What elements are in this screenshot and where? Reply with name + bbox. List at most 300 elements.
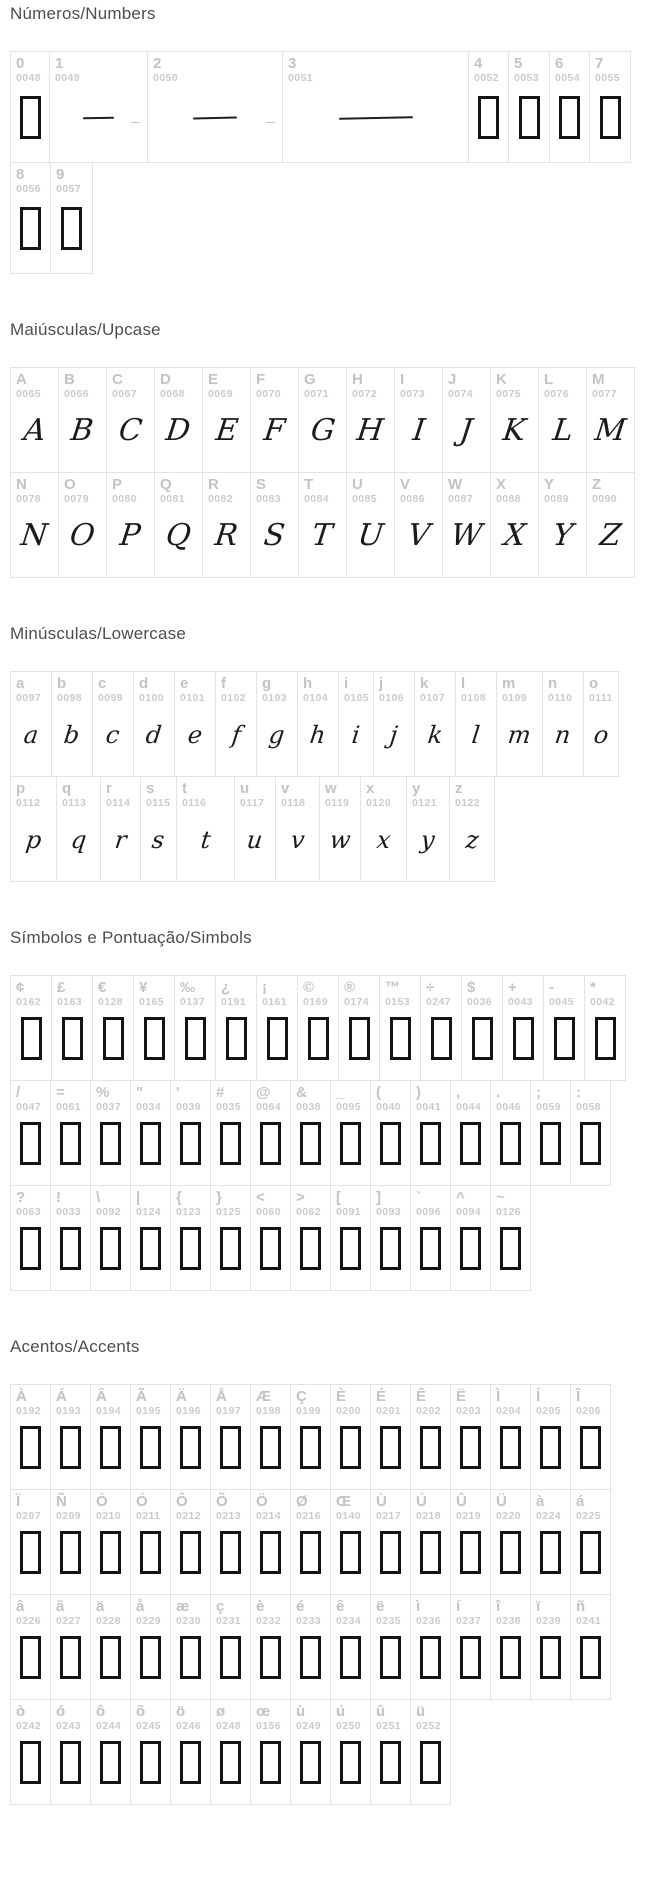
glyph-code: 0049 — [55, 71, 80, 84]
glyph-preview — [216, 1733, 250, 1798]
glyph-char-label: 5 — [514, 55, 523, 72]
glyph-char-label: O — [64, 476, 76, 493]
glyph-char-label: Í — [536, 1388, 541, 1405]
glyph-char-label: É — [376, 1388, 387, 1405]
glyph-preview — [456, 1523, 490, 1588]
glyph-cell — [133, 975, 175, 1081]
missing-glyph-box — [380, 1426, 401, 1469]
glyph-preview — [496, 1418, 530, 1483]
glyph-preview — [296, 1114, 330, 1179]
missing-glyph-box — [554, 1017, 575, 1060]
glyph-preview — [592, 401, 634, 466]
script-glyph: m — [506, 720, 533, 749]
glyph-cell — [202, 367, 251, 473]
glyph-preview — [336, 1114, 370, 1179]
script-glyph: V — [405, 517, 432, 553]
glyph-char-label: b — [57, 675, 67, 692]
glyph-code: 0206 — [576, 1404, 601, 1417]
glyph-preview — [112, 401, 154, 466]
glyph-code: 0249 — [296, 1719, 321, 1732]
glyph-char-label: \ — [96, 1189, 101, 1206]
glyph-preview — [136, 1219, 170, 1284]
glyph-grid — [10, 671, 618, 882]
glyph-code: 0246 — [176, 1719, 201, 1732]
glyph-code: 0174 — [344, 995, 369, 1008]
glyph-preview — [56, 196, 92, 267]
glyph-preview — [96, 1733, 130, 1798]
glyph-preview — [221, 705, 256, 770]
glyph-code: 0197 — [216, 1404, 241, 1417]
glyph-cell — [10, 1594, 51, 1700]
missing-glyph-box — [61, 207, 82, 250]
glyph-cell — [92, 975, 134, 1081]
glyph-sections — [10, 4, 661, 1805]
glyph-char-label: ê — [336, 1598, 345, 1615]
missing-glyph-box — [220, 1122, 241, 1165]
script-glyph: v — [288, 825, 307, 854]
glyph-char-label: æ — [176, 1598, 190, 1615]
glyph-preview — [536, 1114, 570, 1179]
glyph-code: 0126 — [496, 1205, 521, 1218]
script-glyph: g — [267, 720, 287, 749]
glyph-code: 0056 — [16, 182, 41, 195]
glyph-cell — [250, 472, 299, 578]
glyph-cell — [140, 776, 177, 882]
glyph-char-label: Œ — [336, 1493, 351, 1510]
glyph-char-label: i — [344, 675, 349, 692]
glyph-char-label: À — [16, 1388, 27, 1405]
missing-glyph-box — [340, 1531, 361, 1574]
glyph-cell — [10, 1384, 51, 1490]
glyph-preview — [208, 401, 250, 466]
glyph-cell — [490, 1384, 531, 1490]
glyph-cell — [50, 1489, 91, 1595]
glyph-code: 0047 — [16, 1100, 41, 1113]
glyph-char-label: Q — [160, 476, 172, 493]
glyph-cell — [490, 1185, 531, 1291]
glyph-char-label: o — [589, 675, 599, 692]
script-glyph: c — [104, 720, 122, 749]
glyph-char-label: / — [16, 1084, 21, 1101]
glyph-preview — [57, 1009, 92, 1074]
missing-glyph-box — [220, 1636, 241, 1679]
glyph-preview — [146, 810, 176, 875]
glyph-cell — [530, 1080, 571, 1186]
glyph-char-label: m — [502, 675, 516, 692]
glyph-section — [10, 4, 661, 274]
glyph-code: 0041 — [416, 1100, 441, 1113]
glyph-code: 0045 — [549, 995, 574, 1008]
glyph-cell — [250, 1699, 291, 1805]
glyph-char-label: È — [336, 1388, 347, 1405]
glyph-code: 0065 — [16, 387, 41, 400]
glyph-preview — [416, 1628, 450, 1693]
section-title: Símbolos e Pontuação/Simbols — [10, 928, 252, 947]
glyph-preview — [16, 810, 56, 875]
glyph-code: 0194 — [96, 1404, 121, 1417]
missing-glyph-box — [460, 1636, 481, 1679]
glyph-char-label: ì — [416, 1598, 421, 1615]
glyph-char-label: . — [496, 1084, 501, 1101]
glyph-char-label: Û — [456, 1493, 467, 1510]
glyph-code: 0085 — [352, 492, 377, 505]
glyph-preview — [139, 1009, 174, 1074]
missing-glyph-box — [100, 1426, 121, 1469]
glyph-cell — [490, 1080, 531, 1186]
glyph-cell — [176, 776, 235, 882]
glyph-code: 0230 — [176, 1614, 201, 1627]
glyph-char-label: x — [366, 780, 375, 797]
script-glyph: h — [308, 720, 328, 749]
glyph-preview — [208, 506, 250, 571]
glyph-cell — [10, 1080, 51, 1186]
glyph-char-label: Ì — [496, 1388, 501, 1405]
missing-glyph-box — [580, 1426, 601, 1469]
glyph-char-label: X — [496, 476, 507, 493]
glyph-preview — [416, 1219, 450, 1284]
glyph-cell — [56, 776, 101, 882]
glyph-code: 0236 — [416, 1614, 441, 1627]
glyph-cell — [586, 472, 635, 578]
glyph-preview — [56, 1219, 90, 1284]
glyph-cell — [50, 1080, 91, 1186]
glyph-cell — [100, 776, 141, 882]
glyph-code: 0080 — [112, 492, 137, 505]
missing-glyph-box — [140, 1426, 161, 1469]
glyph-cell — [496, 671, 543, 777]
script-glyph: a — [22, 720, 40, 749]
glyph-preview — [508, 1009, 543, 1074]
missing-glyph-box — [180, 1531, 201, 1574]
glyph-char-label: - — [549, 979, 554, 996]
glyph-char-label: ï — [536, 1598, 541, 1615]
script-glyph: P — [118, 517, 143, 553]
glyph-cell — [210, 1699, 251, 1805]
glyph-code: 0088 — [496, 492, 521, 505]
script-glyph: S — [262, 517, 287, 553]
glyph-char-label: ò — [16, 1703, 26, 1720]
section-title: Acentos/Accents — [10, 1337, 140, 1356]
glyph-code: 0200 — [336, 1404, 361, 1417]
glyph-code: 0162 — [16, 995, 41, 1008]
missing-glyph-box — [472, 1017, 493, 1060]
glyph-char-label: Õ — [216, 1493, 228, 1510]
glyph-cell — [50, 162, 93, 274]
glyph-cell — [570, 1080, 611, 1186]
glyph-char-label: < — [256, 1189, 265, 1206]
glyph-char-label: ü — [416, 1703, 426, 1720]
glyph-preview — [112, 506, 154, 571]
glyph-char-label: $ — [467, 979, 476, 996]
glyph-preview — [412, 810, 449, 875]
glyph-code: 0207 — [16, 1509, 41, 1522]
glyph-char-label: £ — [57, 979, 66, 996]
glyph-code: 0213 — [216, 1509, 241, 1522]
glyph-code: 0078 — [16, 492, 41, 505]
glyph-cell — [298, 367, 347, 473]
glyph-cell — [490, 1594, 531, 1700]
glyph-preview — [57, 705, 92, 770]
missing-glyph-box — [420, 1636, 441, 1679]
glyph-char-label: ` — [416, 1189, 421, 1206]
glyph-code: 0247 — [426, 995, 451, 1008]
glyph-code: 0061 — [56, 1100, 81, 1113]
glyph-char-label: ^ — [456, 1189, 465, 1206]
glyph-cell — [346, 472, 395, 578]
glyph-code: 0128 — [98, 995, 123, 1008]
glyph-preview — [456, 1219, 490, 1284]
glyph-preview — [136, 1733, 170, 1798]
glyph-char-label: 0 — [16, 55, 25, 72]
glyph-char-label: ) — [416, 1084, 421, 1101]
glyph-cell — [10, 671, 52, 777]
glyph-section — [10, 624, 661, 882]
script-glyph: F — [261, 412, 288, 448]
glyph-preview — [176, 1733, 210, 1798]
glyph-cell — [130, 1384, 171, 1490]
glyph-char-label: Ù — [376, 1493, 387, 1510]
glyph-row — [10, 162, 92, 274]
glyph-cell — [442, 472, 491, 578]
glyph-char-label: S — [256, 476, 267, 493]
missing-glyph-box — [500, 1426, 521, 1469]
glyph-preview — [544, 401, 586, 466]
glyph-cell — [174, 671, 216, 777]
glyph-code: 0073 — [400, 387, 425, 400]
glyph-preview — [216, 1628, 250, 1693]
glyph-char-label: D — [160, 371, 171, 388]
glyph-preview — [536, 1523, 570, 1588]
glyph-char-label: Â — [96, 1388, 107, 1405]
glyph-section — [10, 928, 661, 1291]
glyph-cell — [330, 1185, 371, 1291]
glyph-cell — [51, 975, 93, 1081]
glyph-char-label: Ú — [416, 1493, 427, 1510]
glyph-preview — [56, 1418, 90, 1483]
glyph-code: 0119 — [325, 796, 350, 809]
glyph-code: 0156 — [256, 1719, 281, 1732]
missing-glyph-box — [340, 1426, 361, 1469]
script-glyph: r — [113, 825, 128, 854]
glyph-char-label: N — [16, 476, 27, 493]
glyph-char-label: V — [400, 476, 411, 493]
glyph-preview — [56, 1523, 90, 1588]
glyph-code: 0038 — [296, 1100, 321, 1113]
glyph-preview — [555, 85, 589, 156]
glyph-char-label: ù — [296, 1703, 306, 1720]
missing-glyph-box — [220, 1227, 241, 1270]
glyph-char-label: ç — [216, 1598, 225, 1615]
glyph-cell — [250, 1489, 291, 1595]
glyph-char-label: Y — [544, 476, 555, 493]
glyph-char-label: © — [303, 979, 315, 996]
glyph-preview — [420, 705, 455, 770]
glyph-cell — [130, 1080, 171, 1186]
glyph-preview — [16, 1418, 50, 1483]
glyph-code: 0242 — [16, 1719, 41, 1732]
missing-glyph-box — [226, 1017, 247, 1060]
glyph-cell — [106, 367, 155, 473]
glyph-cell — [10, 776, 57, 882]
glyph-cell — [50, 1384, 91, 1490]
glyph-preview — [366, 810, 406, 875]
script-glyph: D — [164, 412, 193, 448]
glyph-preview — [576, 1418, 610, 1483]
glyph-code: 0060 — [256, 1205, 281, 1218]
glyph-preview — [336, 1628, 370, 1693]
glyph-cell — [370, 1699, 411, 1805]
glyph-cell — [250, 367, 299, 473]
glyph-cell — [449, 776, 495, 882]
glyph-char-label: z — [455, 780, 463, 797]
missing-glyph-box — [20, 96, 41, 139]
glyph-preview — [256, 1628, 290, 1693]
glyph-cell — [106, 472, 155, 578]
glyph-code: 0107 — [420, 691, 445, 704]
glyph-cell — [10, 51, 50, 163]
missing-glyph-box — [420, 1227, 441, 1270]
glyph-char-label: Ê — [416, 1388, 427, 1405]
glyph-preview — [595, 85, 630, 156]
missing-glyph-box — [100, 1122, 121, 1165]
glyph-cell — [51, 671, 93, 777]
glyph-code: 0081 — [160, 492, 185, 505]
missing-glyph-box — [349, 1017, 370, 1060]
glyph-code: 0225 — [576, 1509, 601, 1522]
glyph-code: 0093 — [376, 1205, 401, 1218]
missing-glyph-box — [20, 1531, 41, 1574]
glyph-preview — [96, 1523, 130, 1588]
glyph-code: 0055 — [595, 71, 620, 84]
glyph-cell — [215, 975, 257, 1081]
glyph-char-label: I — [400, 371, 405, 388]
missing-glyph-box — [420, 1122, 441, 1165]
glyph-preview — [576, 1114, 610, 1179]
glyph-char-label: v — [281, 780, 290, 797]
glyph-grid — [10, 975, 625, 1291]
glyph-cell — [410, 1594, 451, 1700]
script-glyph: j — [388, 720, 400, 749]
glyph-cell — [174, 975, 216, 1081]
glyph-code: 0036 — [467, 995, 492, 1008]
missing-glyph-box — [180, 1227, 201, 1270]
glyph-code: 0125 — [216, 1205, 241, 1218]
script-glyph: X — [501, 517, 528, 553]
glyph-char-label: ë — [376, 1598, 385, 1615]
glyph-code: 0196 — [176, 1404, 201, 1417]
glyph-char-label: 9 — [56, 166, 65, 183]
glyph-code: 0094 — [456, 1205, 481, 1218]
glyph-preview — [256, 1418, 290, 1483]
glyph-char-label: p — [16, 780, 26, 797]
missing-glyph-box — [180, 1122, 201, 1165]
glyph-preview — [303, 1009, 338, 1074]
missing-glyph-box — [380, 1741, 401, 1784]
glyph-preview — [256, 1523, 290, 1588]
glyph-char-label: A — [16, 371, 27, 388]
glyph-preview — [376, 1114, 410, 1179]
glyph-grid — [10, 51, 630, 274]
glyph-cell — [330, 1384, 371, 1490]
glyph-code: 0241 — [576, 1614, 601, 1627]
glyph-code: 0165 — [139, 995, 164, 1008]
missing-glyph-box — [600, 96, 621, 139]
glyph-preview — [16, 1114, 50, 1179]
glyph-code: 0108 — [461, 691, 486, 704]
glyph-code: 0114 — [106, 796, 131, 809]
glyph-char-label: é — [296, 1598, 305, 1615]
glyph-cell — [468, 51, 509, 163]
glyph-char-label: L — [544, 371, 554, 388]
glyph-code: 0106 — [379, 691, 404, 704]
glyph-section — [10, 320, 661, 578]
glyph-preview — [16, 1219, 50, 1284]
glyph-cell — [10, 1489, 51, 1595]
glyph-preview — [16, 196, 50, 267]
glyph-cell — [420, 975, 462, 1081]
missing-glyph-box — [140, 1636, 161, 1679]
glyph-code: 0077 — [592, 387, 617, 400]
glyph-char-label: } — [216, 1189, 222, 1206]
glyph-char-label: _ — [336, 1084, 345, 1101]
script-glyph: t — [198, 825, 213, 854]
glyph-code: 0075 — [496, 387, 521, 400]
glyph-char-label: Å — [216, 1388, 227, 1405]
glyph-cell — [410, 1185, 451, 1291]
glyph-preview — [496, 1114, 530, 1179]
glyph-preview — [456, 1628, 490, 1693]
script-glyph: R — [213, 517, 241, 553]
script-glyph: i — [350, 720, 362, 749]
glyph-char-label: û — [376, 1703, 386, 1720]
glyph-preview — [16, 401, 58, 466]
glyph-char-label: d — [139, 675, 149, 692]
missing-glyph-box — [380, 1227, 401, 1270]
glyph-code: 0103 — [262, 691, 287, 704]
glyph-cell — [170, 1699, 211, 1805]
glyph-preview — [56, 1733, 90, 1798]
glyph-code: 0229 — [136, 1614, 161, 1627]
glyph-preview — [64, 401, 106, 466]
glyph-preview — [496, 1628, 530, 1693]
glyph-code: 0202 — [416, 1404, 441, 1417]
glyph-char-label: 7 — [595, 55, 604, 72]
glyph-char-label: ; — [536, 1084, 541, 1101]
glyph-cell — [549, 51, 590, 163]
missing-glyph-box — [60, 1741, 81, 1784]
script-glyph: Q — [164, 517, 194, 553]
glyph-char-label: ¡ — [262, 979, 267, 996]
glyph-cell — [290, 1594, 331, 1700]
glyph-preview — [96, 1418, 130, 1483]
glyph-char-label: @ — [256, 1084, 271, 1101]
glyph-preview — [296, 1523, 330, 1588]
glyph-char-label: r — [106, 780, 112, 797]
glyph-cell — [147, 51, 283, 163]
glyph-code: 0092 — [96, 1205, 121, 1218]
missing-glyph-box — [540, 1531, 561, 1574]
missing-glyph-box — [260, 1426, 281, 1469]
glyph-preview — [416, 1733, 450, 1798]
script-glyph: x — [374, 825, 392, 854]
glyph-code: 0033 — [56, 1205, 81, 1218]
glyph-grid — [10, 367, 634, 578]
glyph-cell — [290, 1699, 331, 1805]
glyph-cell — [450, 1489, 491, 1595]
glyph-cell — [370, 1489, 411, 1595]
glyph-cell — [130, 1699, 171, 1805]
missing-glyph-box — [500, 1636, 521, 1679]
